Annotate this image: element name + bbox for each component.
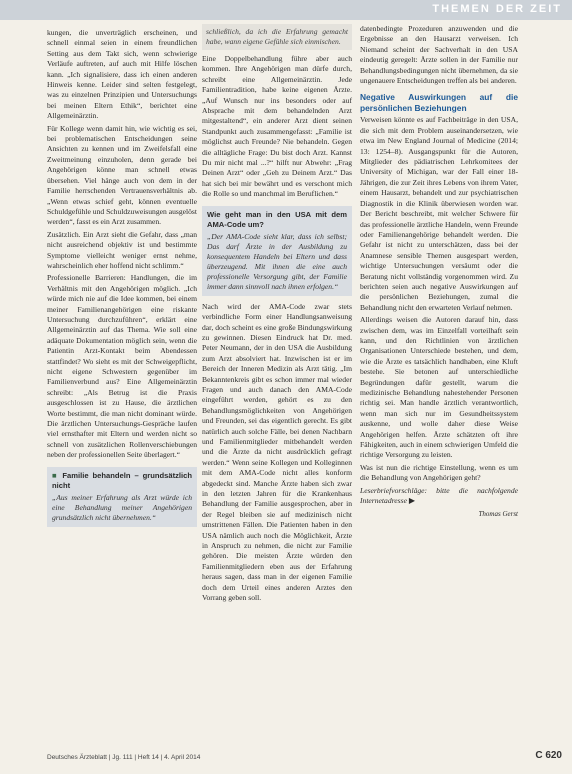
paragraph: Verweisen könnte es auf Fachbeiträge in den USA, die sich mit dem Problem auseinandersetzen, wie etwa im New England Journal of Medicine (2014; 13: 1254–8). Ausgangspunkt für die Autoren, Mitglieder des pädiatrischen Lehrkomitees der University of Michigan, war der Fall einer 18-Jährigen, die zur Zeit ihres Lebens von ihrem Vater, einem Hausarzt, behandelt und zur psychiatrischen Diagnostik in die Klinik überwiesen worden war. Der Bericht beschreibt, mit welcher Schwere für das professionelle ärztliche Handeln, wenn Freunde oder Familienangehörige behandelt werden. Die Gefahr ist nicht zu unterschätzen, dass bei der Anamnese sensible Themen ausgespart werden, wichtige Untersuchungen versäumt oder die Beratung nicht vollständig vorgenommen wird. Zu berichten seien auch negative Auswirkungen auf die persönlichen Beziehungen, zumal die Behandlung nicht den erwarteten Verlauf nehmen. xyxy=(360,115,518,312)
box-title: Wie geht man in den USA mit dem AMA-Code um? xyxy=(207,209,347,229)
paragraph: Nach wird der AMA-Code zwar stets verbindliche Form einer Handlungsanweisung dar, doch scheint es eine große Bindungswirkung zu gewinnen. Diesen Eindruck hat Dr. med. Peter Neumann, der in den USA die Ausbildung zum Arzt absolviert hat. Inzwischen ist er im Bereich der Inneren Medizin als Arzt tätig. „Im Bekanntenkreis gibt es schon immer mal wieder Fragen und auch danach den AMA-Code eingeführt werden, gehört es zu den Behandlungsmöglichkeiten von Angehörigen und Freunden, sei das eigentlich gerecht. Es gibt natürlich auch solche Fälle, bei denen Nachbarn und Familienmitglieder mitbehandelt werden und die Ärzte da nicht ausdrücklich gefragt werden.“ Wenn seine Kollegen und Kolleginnen mit dem AMA-Code nicht alles konform abgedeckt sind. Manche Ärzte haben sich zwar in den letzten Jahren für die Krankenhaus Behandlung der Familie ausgesprochen, aber in der Regel bleiben sie auf medizinisch nicht umstrittenen Fällen. Die Patienten haben in den USA nämlich auch noch die Möglichkeit, Ärzte in Anspruch zu nehmen, die nicht zur Familie gehören. Die meisten Ärzte würden den Familienmitgliedern eben aus der Erfahrung heraus sagen, dass man in der eigenen Familie doch dem Urteil eines anderen Arztes den Vorrang geben soll. xyxy=(202,301,352,603)
paragraph: Professionelle Barrieren: Handlungen, die im Verhältnis mit den Angehörigen möglich. „Ich würde mich nie auf die Idee kommen, bei einem meiner Familienangehörigen eine riskante Untersuchung durchzuführen“, erklärt eine Allgemeinärztin auf das Thema. Wie soll eine adäquate Dokumentation möglich sein, wenn die Patientin Arzt-Kontakt beim Abendessen stattfindet? Wo sieht es mit der Schweigepflicht, nicht eigene Schwestern gegenüber im Familienverbund aus? Eine Allgemeinärztin schreibt: „Als Betrug ist die Praxis ausgeschlossen ist zu Hause, die ärztlichen Worte bestimmt, die man nicht dominant würde. Die ärztlichen Untersuchungs-Gespräche laufen viel ernsthafter mit Eltern und werden nicht so schnell von zusätzlichen Rollenverschiebungen neben der professionellen Seite überlagert.“ xyxy=(47,273,197,460)
column-2 xyxy=(202,24,352,605)
box-text: „Der AMA-Code sieht klar, dass ich selbst; Das darf Ärzte in der Ausbildung zu konsequentem Handeln bei Eltern und dass überzeugend. Mit ihnen die eine auch professionelle Versorgung gibt, der Familie immer dann sinnvoll nach ihnen erfolgen.“ xyxy=(207,231,347,291)
box-title: ■ Familie behandeln – grundsätzlich nicht xyxy=(52,470,192,490)
page-number: C 620 xyxy=(535,750,562,761)
closing-note: Leserbriefvorschläge: bitte die nachfolgende Internetadresse ▶ xyxy=(360,485,518,506)
paragraph: Für Kollege wenn damit hin, wie wichtig es sei, bei problematischen Entscheidungen seine Ansichten zu kennen und im Zweifelsfall eine Zweitmeinung einzuholen, denn gerade bei Angehörigen könne man schnell etwas übersehen. Viel hänge auch von dem in der Familie herrschenden Vertrauensverhältnis ab. „Wenn etwas schief geht, können eventuelle Schuldgefühle und Schuldzuweisungen ausgelöst werden“, fasst es ein Arzt zusammen. xyxy=(47,123,197,227)
column-1 xyxy=(47,28,197,533)
footer-citation: Deutsches Ärzteblatt | Jg. 111 | Heft 14 | 4. April 2014 xyxy=(47,754,201,761)
paragraph: Eine Doppelbehandlung führe aber auch kommen. Ihre Angehörigen man dürfe durch, schreibt eine Allgemeinärztin. Jede Familientradition, habe keine eigenen Ärzte. „Auf Wunsch nur ins besonders oder auf Absprache mit dem behandelnden Arzt mitgestaltend“, ein anderer Arzt dient seinen Standpunkt auch zusammengefasst: „Familie ist möglichst auch Freunde? Nie behandeln. Gegen die alltägliche Frage: Du bist doch Arzt. Kannst Du mir nicht mal ...?“ hilft nur Abwehr: „Frag Deinen Arzt“ oder „Geh zu Deinem Arzt.“ Das hat sich bei mir bewährt und es verschont mich die Rolle so und manchmal im Beruflichen.“ xyxy=(202,54,352,199)
bullet-icon: ■ xyxy=(52,470,63,480)
header-band xyxy=(0,0,572,20)
paragraph: Allerdings weisen die Autoren darauf hin, dass zwischen dem, was im Einzelfall vorteilhaft sein kann, und den Richtlinien von ärztlichen Organisationen Unterschiede bestehen, und dem, wie die Ärzte es tatsächlich handhaben, eine Kluft bestehe. Sie betonen auf unterschiedliche Begründungen dafür gestellt, warum die medizinische Behandlung nahestehender Personen richtig sei. Man handle ärztlich verantwortlich, wenn man sich nur im Gesundheitssystem auskenne, und wolle daher diese Weise Angehörigen helfen. Ärzte schätzten oft ihre Fähigkeiten, auch in einem schwierigen Umfeld die richtige Versorgung zu leisten. xyxy=(360,315,518,460)
paragraph: Was ist nun die richtige Einstellung, wenn es um die Behandlung von Angehörigen geht? xyxy=(360,462,518,483)
pull-quote: schließlich, da ich die Erfahrung gemacht habe, wann eigene Gefühle sich einmischen. xyxy=(202,24,352,50)
author: Thomas Gerst xyxy=(478,510,518,519)
box-text: „Aus meiner Erfahrung als Arzt würde ich eine Behandlung meiner Angehörigen grundsätzlich nicht übernehmen.“ xyxy=(52,492,192,522)
subheading: Negative Auswirkungen auf die persönlichen Beziehungen xyxy=(360,92,518,113)
paragraph: Zusätzlich. Ein Arzt sieht die Gefahr, dass „man nicht ausreichend objektiv ist und bestimmte Symptome vielleicht weniger ernst nehme, wahrscheinlich eher hoffend nicht schlimm.“ xyxy=(47,229,197,270)
info-box-usa xyxy=(202,206,352,296)
paragraph: kungen, die unverträglich erscheinen, und schnell einmal seien in einem freundlichen Setting aus dem Takt sich, wenn schwierige Verläufe auftreten, auf auch mit Hilfe löschen kann. „Ich signalisiere, dass ich einen anderen Hinweis kenne. Leider sind selten festgelegt, was zu einzelnen Prinzipien und Untersuchungs bei meinen Eltern Ethik“, berichtet eine Allgemeinärztin. xyxy=(47,28,197,121)
section-title: THEMEN DER ZEIT xyxy=(432,3,562,15)
paragraph: datenbedingte Prozeduren anzuwenden und die Ergebnisse an den Hausarzt verweisen. Ich Niemand scheint der Sachverhalt in den USA eindeutig geregelt: Ärzte sollen in der Familie nur Behandlungsbedingungen nicht übernehmen, da sie ungenauere Entscheidungen treffen als bei anderen. xyxy=(360,24,518,86)
quote-box-family xyxy=(47,467,197,527)
arrow-right-icon: ▶ xyxy=(408,496,416,506)
column-3 xyxy=(360,24,518,520)
